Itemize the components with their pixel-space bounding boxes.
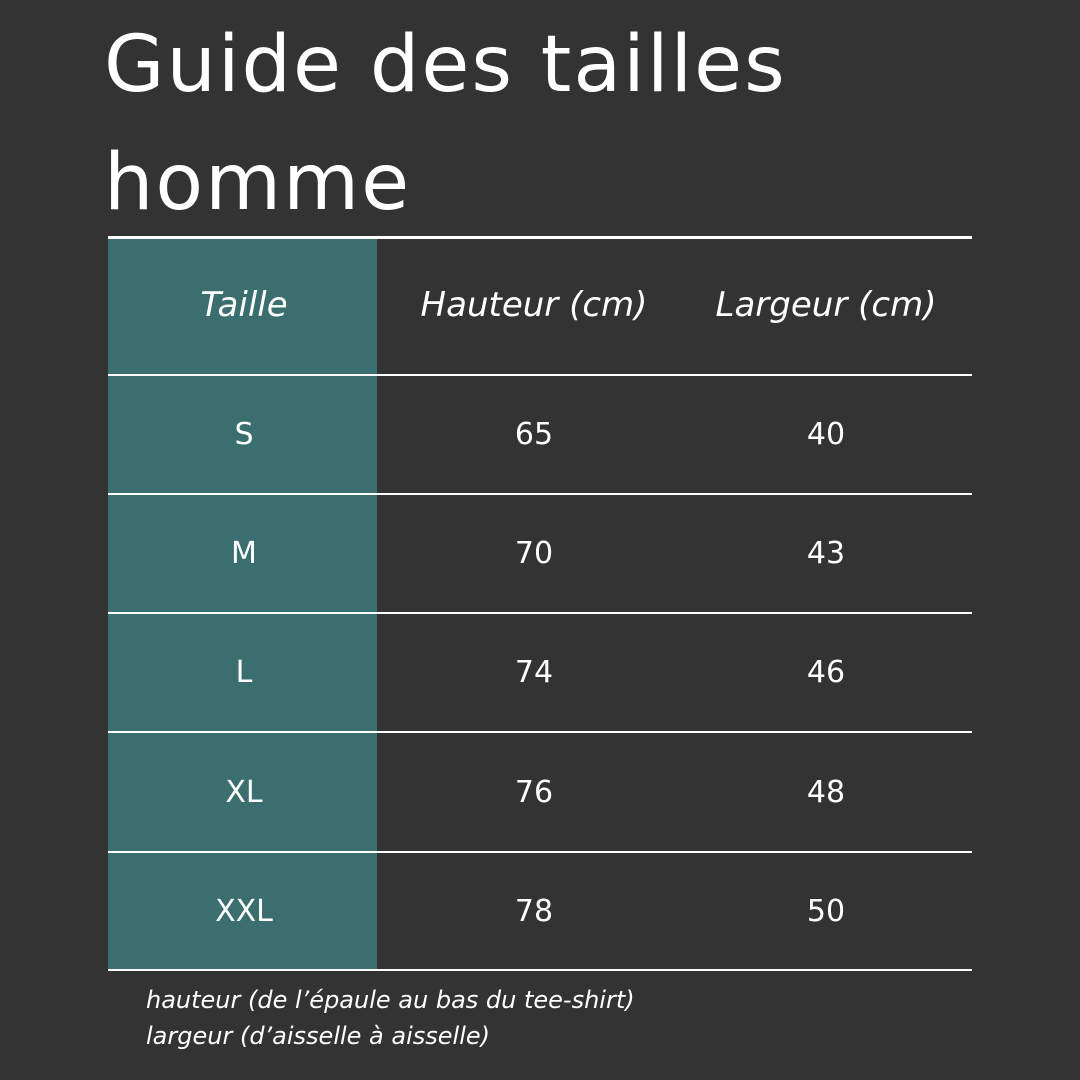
header-taille: Taille	[200, 285, 288, 325]
cell-hauteur: 78	[514, 893, 554, 929]
measurement-notes	[146, 982, 635, 1054]
cell-taille: XXL	[215, 893, 273, 929]
header-hauteur: Hauteur (cm)	[420, 285, 648, 325]
title-line-2: homme	[104, 138, 412, 228]
cell-largeur: 50	[806, 893, 846, 929]
cell-taille: S	[234, 417, 254, 452]
cell-largeur: 43	[806, 536, 846, 571]
cell-taille: XL	[225, 774, 263, 810]
table-header-row	[108, 236, 972, 374]
table-row	[108, 614, 972, 731]
cell-hauteur: 74	[514, 655, 554, 690]
page-title	[104, 6, 1004, 242]
cell-hauteur: 65	[514, 417, 554, 452]
cell-taille: L	[235, 655, 253, 690]
table-row	[108, 853, 972, 969]
table-row	[108, 733, 972, 851]
table-row	[108, 376, 972, 493]
table-row	[108, 495, 972, 612]
cell-taille: M	[231, 536, 257, 571]
cell-largeur: 46	[806, 655, 846, 690]
size-table	[108, 236, 972, 970]
cell-largeur: 40	[806, 417, 846, 452]
cell-largeur: 48	[806, 774, 846, 810]
header-largeur: Largeur (cm)	[715, 285, 937, 325]
cell-hauteur: 76	[514, 774, 554, 810]
title-line-1: Guide des tailles	[104, 20, 787, 110]
note-hauteur: hauteur (de l’épaule au bas du tee-shirt)	[146, 986, 635, 1014]
note-largeur: largeur (d’aisselle à aisselle)	[146, 1022, 491, 1050]
cell-hauteur: 70	[514, 536, 554, 571]
table-bottom-border	[108, 969, 972, 971]
